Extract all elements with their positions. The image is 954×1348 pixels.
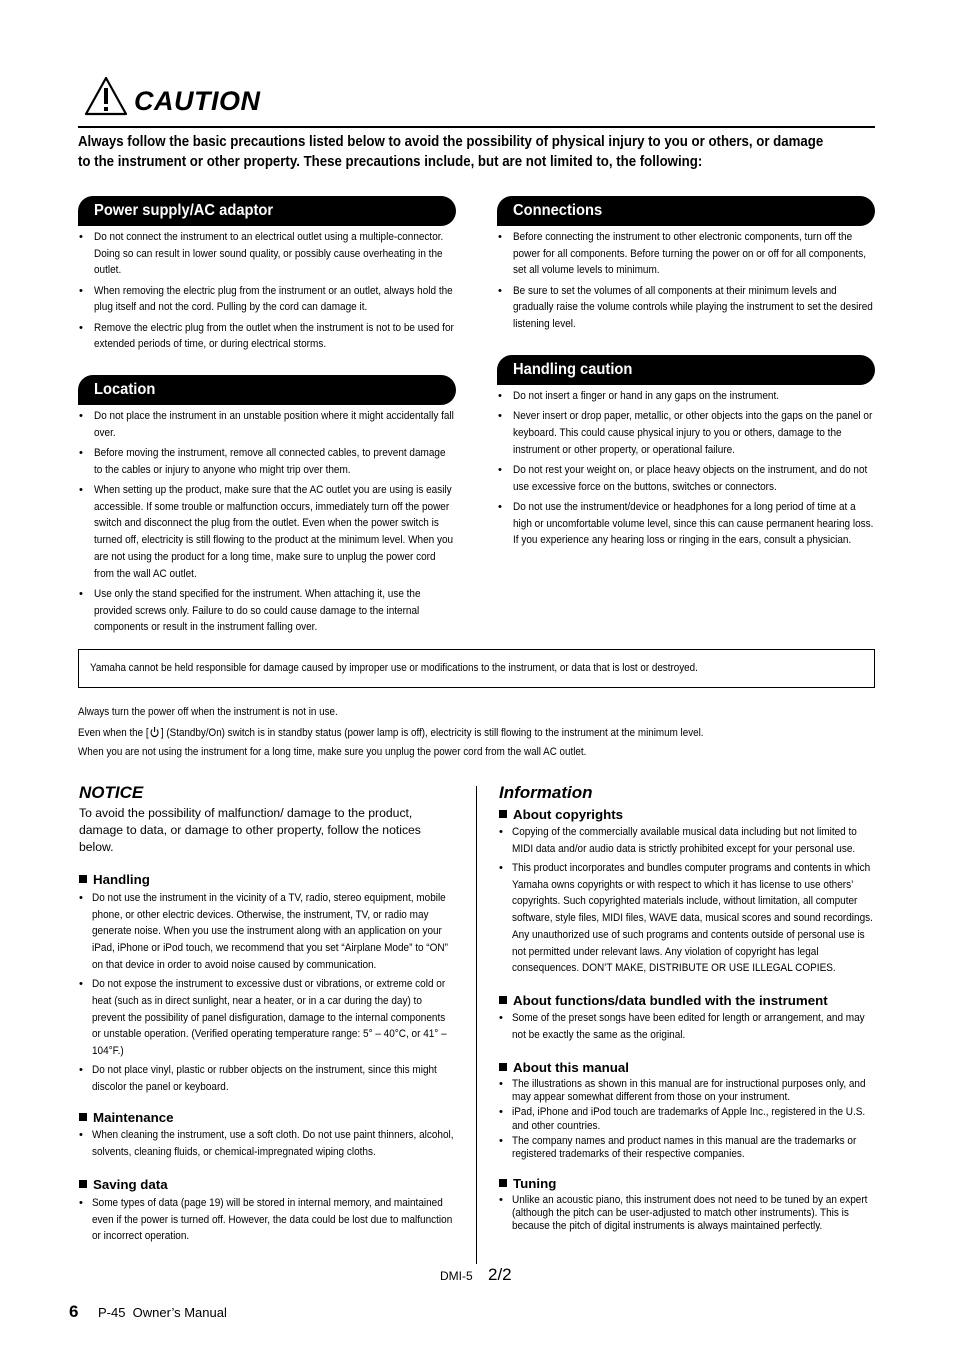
list-item: • Do not use the instrument in the vicinity of a TV, radio, stereo equipment, mobile phone, or other electric devices. Otherwise, the instrument, TV, or radio may generate noise. When you use the instrument along with an application on your iPad, iPhone or iPod touch, we recommend that you set “Airplane Mode” to “ON” on that device in order to avoid noise caused by communication. — [79, 890, 456, 974]
list-item: • The illustrations as shown in this manual are for instructional purposes only, and may appear somewhat different from those on your instrument. — [499, 1078, 876, 1104]
list-item: • Do not rest your weight on, or place heavy objects on the instrument, and do not use excessive force on the buttons, switches or connectors. — [497, 462, 875, 495]
info-copyrights-list — [499, 824, 876, 980]
section-bar-location — [78, 375, 456, 405]
list-item: • Do not insert a finger or hand in any gaps on the instrument. — [497, 388, 875, 405]
list-item: • Remove the electric plug from the outlet when the instrument is not to be used for extended periods of time, or during electrical storms. — [78, 320, 456, 353]
list-item: • Be sure to set the volumes of all components at their minimum levels and gradually raise the volume controls while playing the instrument to set the desired listening level. — [497, 283, 875, 333]
caution-title: CAUTION — [134, 86, 261, 116]
list-item: • When removing the electric plug from the instrument or an outlet, always hold the plug itself and not the cord. Pulling by the cord can damage it. — [78, 283, 456, 316]
notice-subhead-handling: Handling — [79, 872, 150, 887]
list-item: • The company names and product names in this manual are the trademarks or registered trademarks of their respective companies. — [499, 1135, 876, 1161]
notice-maintenance-list — [79, 1127, 456, 1163]
manual-name: P-45 Owner’s Manual — [98, 1305, 227, 1320]
notice-subhead-saving: Saving data — [79, 1177, 168, 1192]
section-bar-power — [78, 196, 456, 226]
dmi-page: 2/2 — [488, 1265, 512, 1284]
list-item: • Do not use the instrument/device or headphones for a long period of time at a high or uncomfortable volume level, since this can cause permanent hearing loss. If you experience any hearing loss or ringing in the ears, consult a physician. — [497, 499, 875, 549]
info-subhead-manual: About this manual — [499, 1060, 629, 1075]
notice-intro: To avoid the possibility of malfunction/ damage to the product, damage to data, or damage to other property, follow the notices below. — [79, 806, 421, 854]
section-title-connections: Connections — [513, 202, 603, 219]
list-item: • Before connecting the instrument to other electronic components, turn off the power for all components. Before turning the power on or off for all components, set all volume levels to minimum. — [497, 229, 875, 279]
section-title-handling: Handling caution — [513, 361, 633, 378]
handling-list — [497, 388, 875, 553]
list-item: • Unlike an acoustic piano, this instrument does not need to be tuned by an expert (although the pitch can be user-adjusted to match other instruments). This is because the pitch of digital instruments is always maintained perfectly. — [499, 1194, 876, 1234]
power-note-line: Even when the [ ] (Standby/On) switch is in standby status (power lamp is off), electricity is still flowing to the instrument at the minimum level. — [78, 727, 704, 739]
section-bar-connections — [497, 196, 875, 226]
notice-title: NOTICE — [79, 783, 144, 802]
section-title-power: Power supply/AC adaptor — [94, 202, 274, 219]
column-divider — [476, 786, 477, 1264]
info-subhead-copyrights: About copyrights — [499, 807, 623, 822]
list-item: • iPad, iPhone and iPod touch are trademarks of Apple Inc., registered in the U.S. and other countries. — [499, 1106, 876, 1132]
disclaimer-box — [78, 649, 875, 688]
list-item: • Use only the stand specified for the instrument. When attaching it, use the provided screws only. Failure to do so could cause damage to the internal components or result in the instrument falling over. — [78, 586, 456, 636]
list-item: • This product incorporates and bundles computer programs and contents in which Yamaha owns copyrights or with respect to which it has license to use others’ copyrights. Such copyrighted materials include, without limitation, all computer software, style files, MIDI files, WAVE data, musical scores and sound recordings. Any unauthorized use of such programs and contents outside of personal use is not permitted under relevant laws. Any violation of copyright has legal consequences. DON’T MAKE, DISTRIBUTE OR USE ILLEGAL COPIES. — [499, 860, 876, 977]
info-functions-list — [499, 1010, 876, 1046]
location-list — [78, 408, 456, 640]
notice-subhead-maintenance: Maintenance — [79, 1110, 174, 1125]
list-item: • Never insert or drop paper, metallic, or other objects into the gaps on the panel or keyboard. This could cause physical injury to you or others, damage to the instrument or other property, or operational failure. — [497, 408, 875, 458]
list-item: • When setting up the product, make sure that the AC outlet you are using is easily accessible. If some trouble or malfunction occurs, immediately turn off the power switch and disconnect the plug from the outlet. Even when the power switch is turned off, electricity is still flowing to the product at the minimum level. When you are not using the product for a long time, make sure to unplug the power cord from the wall AC outlet. — [78, 482, 456, 582]
dmi-label: DMI-5 — [440, 1269, 473, 1283]
power-note-line: When you are not using the instrument for a long time, make sure you unplug the power cord from the wall AC outlet. — [78, 746, 587, 758]
list-item: • Some types of data (page 19) will be stored in internal memory, and maintained even if the power is turned off. However, the data could be lost due to malfunction or incorrect operation. — [79, 1195, 456, 1245]
page-number: 6 — [69, 1302, 79, 1321]
list-item: • Do not place vinyl, plastic or rubber objects on the instrument, since this might discolor the panel or keyboard. — [79, 1062, 456, 1095]
power-note-line: Always turn the power off when the instrument is not in use. — [78, 706, 338, 718]
list-item: • Copying of the commercially available musical data including but not limited to MIDI data and/or audio data is strictly prohibited except for your personal use. — [499, 824, 876, 857]
caution-header — [78, 72, 875, 128]
power-list — [78, 229, 456, 357]
section-bar-handling — [497, 355, 875, 385]
list-item: • Some of the preset songs have been edited for length or arrangement, and may not be exactly the same as the original. — [499, 1010, 876, 1043]
connections-list — [497, 229, 875, 336]
list-item: • Do not connect the instrument to an electrical outlet using a multiple-connector. Doing so can result in lower sound quality, or possibly cause overheating in the outlet. — [78, 229, 456, 279]
info-manual-list — [499, 1078, 876, 1163]
notice-saving-list — [79, 1195, 456, 1248]
list-item: • Do not place the instrument in an unstable position where it might accidentally fall over. — [78, 408, 456, 441]
standby-power-icon — [149, 726, 161, 738]
list-item: • When cleaning the instrument, use a soft cloth. Do not use paint thinners, alcohol, solvents, cleaning fluids, or chemical-impregnated wiping cloths. — [79, 1127, 456, 1160]
info-subhead-functions: About functions/data bundled with the instrument — [499, 993, 828, 1008]
caution-intro: Always follow the basic precautions listed below to avoid the possibility of physical injury to you or others, or damage to the instrument or other property. These precautions include, but are not limited to, the following: — [78, 134, 824, 170]
info-subhead-tuning: Tuning — [499, 1176, 556, 1191]
information-title: Information — [499, 783, 593, 802]
warning-triangle-icon — [84, 76, 128, 116]
list-item: • Before moving the instrument, remove all connected cables, to prevent damage to the cables or injury to anyone who might trip over them. — [78, 445, 456, 478]
disclaimer-text: Yamaha cannot be held responsible for damage caused by improper use or modifications to the instrument, or data that is lost or destroyed. — [90, 662, 698, 674]
info-tuning-list — [499, 1194, 876, 1236]
section-title-location: Location — [94, 381, 156, 398]
notice-handling-list — [79, 890, 456, 1098]
list-item: • Do not expose the instrument to excessive dust or vibrations, or extreme cold or heat (such as in direct sunlight, near a heater, or in a car during the day) to prevent the possibility of panel disfiguration, damage to the internal components or unstable operation. (Verified operating temperature range: 5° – 40°C, or 41° – 104°F.) — [79, 976, 456, 1060]
